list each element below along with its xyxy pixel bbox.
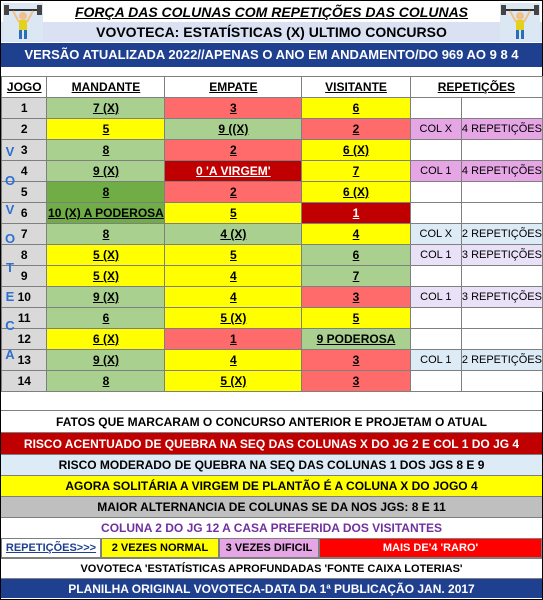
- repeticao-contagem: [461, 329, 542, 350]
- empate-cell: 5 (X): [165, 371, 302, 392]
- empate-cell: 3: [165, 98, 302, 119]
- table-row: [2, 308, 543, 329]
- jogo-number: 10: [2, 287, 47, 308]
- jogo-number: 6: [2, 203, 47, 224]
- column-header-repeticoes: REPETIÇÕES: [410, 77, 542, 98]
- visitante-cell: 7: [302, 266, 411, 287]
- mandante-cell: 6 (X): [47, 329, 165, 350]
- side-label-letter: O: [4, 173, 16, 188]
- repeticao-contagem: [461, 308, 542, 329]
- repeticao-contagem: [461, 371, 542, 392]
- repeticao-coluna: [410, 140, 461, 161]
- repeticao-contagem: 2 REPETIÇÕES: [461, 224, 542, 245]
- repeticao-coluna: [410, 371, 461, 392]
- table-row: [2, 224, 543, 245]
- page-subtitle: VOVOTECA: ESTATÍSTICAS (X) ULTIMO CONCURSO: [1, 22, 542, 42]
- jogo-number: 5: [2, 182, 47, 203]
- jogo-number: 1: [2, 98, 47, 119]
- jogo-number: 14: [2, 371, 47, 392]
- mandante-cell: 6: [47, 308, 165, 329]
- mandante-cell: 9 (X): [47, 287, 165, 308]
- visitante-cell: 2: [302, 119, 411, 140]
- mandante-cell: 10 (X) A PODEROSA: [47, 203, 165, 224]
- footer-source: VOVOTECA 'ESTATÍSTICAS APROFUNDADAS 'FONTE CAIXA LOTERIAS': [1, 558, 542, 578]
- side-label-letter: T: [6, 260, 14, 275]
- footer-publication: PLANILHA ORIGINAL VOVOTECA-DATA DA 1ª PUBLICAÇÃO JAN. 2017: [1, 578, 542, 598]
- repeticao-coluna: [410, 266, 461, 287]
- jogo-number: 7: [2, 224, 47, 245]
- empate-cell: 4: [165, 287, 302, 308]
- repeticao-contagem: [461, 182, 542, 203]
- mandante-cell: 5 (X): [47, 245, 165, 266]
- column-header-empate: EMPATE: [165, 77, 302, 98]
- jogo-number: 9: [2, 266, 47, 287]
- alternance-note: MAIOR ALTERNANCIA DE COLUNAS SE DA NOS JGS: 8 E 11: [1, 496, 542, 517]
- mandante-cell: 5: [47, 119, 165, 140]
- empate-cell: 5 (X): [165, 308, 302, 329]
- side-label-letter: O: [4, 231, 16, 246]
- repeticao-coluna: COL X: [410, 224, 461, 245]
- mandante-cell: 5 (X): [47, 266, 165, 287]
- jogo-number: 2: [2, 119, 47, 140]
- empate-cell: 1: [165, 329, 302, 350]
- column-header-mandante: MANDANTE: [47, 77, 165, 98]
- empate-cell: 4: [165, 350, 302, 371]
- column-header-visitante: VISITANTE: [302, 77, 411, 98]
- weightlifter-logo-left: [3, 3, 43, 41]
- virgin-column-note: AGORA SOLITÁRIA A VIRGEM DE PLANTÃO É A COLUNA X DO JOGO 4: [1, 475, 542, 496]
- side-label-letter: C: [5, 318, 15, 333]
- visitante-cell: 7: [302, 161, 411, 182]
- table-row: [2, 266, 543, 287]
- table-row: [2, 245, 543, 266]
- table-row: [2, 140, 543, 161]
- visitante-cell: 5: [302, 308, 411, 329]
- empate-cell: 9 ((X): [165, 119, 302, 140]
- mandante-cell: 8: [47, 224, 165, 245]
- jogo-number: 13: [2, 350, 47, 371]
- empate-cell: 2: [165, 182, 302, 203]
- side-label-letter: V: [5, 144, 15, 159]
- legend-label: REPETIÇÕES>>>: [1, 538, 101, 558]
- mandante-cell: 8: [47, 371, 165, 392]
- legend-more-times: MAIS DE'4 'RARO': [319, 538, 542, 558]
- side-label-vovoteca: [3, 144, 17, 376]
- repeticao-coluna: COL 1: [410, 245, 461, 266]
- empate-cell: 0 'A VIRGEM': [165, 161, 302, 182]
- legend-three-times: 3 VEZES DIFICIL: [219, 538, 319, 558]
- visitante-cell: 6 (X): [302, 140, 411, 161]
- repeticao-coluna: [410, 182, 461, 203]
- page-title: FORÇA DAS COLUNAS COM REPETIÇÕES DAS COLUNAS: [1, 2, 542, 22]
- table-row: [2, 287, 543, 308]
- repeticao-coluna: COL 1: [410, 161, 461, 182]
- empate-cell: 4: [165, 266, 302, 287]
- table-row: [2, 350, 543, 371]
- table-row: [2, 161, 543, 182]
- mandante-cell: 9 (X): [47, 161, 165, 182]
- weightlifter-logo-right: [500, 3, 540, 41]
- repeticao-coluna: [410, 308, 461, 329]
- repeticao-contagem: [461, 203, 542, 224]
- repeticao-coluna: [410, 98, 461, 119]
- mandante-cell: 9 (X): [47, 350, 165, 371]
- empate-cell: 4 (X): [165, 224, 302, 245]
- visitante-cell: 6: [302, 245, 411, 266]
- table-row: [2, 182, 543, 203]
- repeticao-coluna: [410, 203, 461, 224]
- jogo-number: 12: [2, 329, 47, 350]
- column-header-jogo: JOGO: [2, 77, 47, 98]
- side-label-letter: E: [5, 289, 15, 304]
- empate-cell: 5: [165, 203, 302, 224]
- visitante-cell: 1: [302, 203, 411, 224]
- facts-heading: FATOS QUE MARCARAM O CONCURSO ANTERIOR E PROJETAM O ATUAL: [1, 410, 542, 432]
- repeticao-coluna: [410, 329, 461, 350]
- side-label-letter: V: [5, 202, 15, 217]
- repeticao-contagem: 4 REPETIÇÕES: [461, 161, 542, 182]
- version-banner: VERSÃO ATUALIZADA 2022//APENAS O ANO EM ANDAMENTO/DO 969 AO 9 8 4: [1, 43, 542, 67]
- repeticao-coluna: COL 1: [410, 287, 461, 308]
- visitante-cell: 3: [302, 287, 411, 308]
- jogo-number: 11: [2, 308, 47, 329]
- jogo-number: 3: [2, 140, 47, 161]
- legend-two-times: 2 VEZES NORMAL: [101, 538, 219, 558]
- repeticao-coluna: COL 1: [410, 350, 461, 371]
- empate-cell: 5: [165, 245, 302, 266]
- visitante-cell: 3: [302, 350, 411, 371]
- side-label-letter: A: [5, 347, 15, 362]
- risk-high-note: RISCO ACENTUADO DE QUEBRA NA SEQ DAS COLUNAS X DO JG 2 E COL 1 DO JG 4: [1, 432, 542, 454]
- repetition-legend: [1, 538, 542, 558]
- preferred-column-note: COLUNA 2 DO JG 12 A CASA PREFERIDA DOS VISITANTES: [1, 517, 542, 538]
- repeticao-contagem: 3 REPETIÇÕES: [461, 287, 542, 308]
- visitante-cell: 6: [302, 98, 411, 119]
- visitante-cell: 6 (X): [302, 182, 411, 203]
- stats-table: [1, 76, 543, 392]
- jogo-number: 8: [2, 245, 47, 266]
- repeticao-contagem: [461, 266, 542, 287]
- repeticao-contagem: 4 REPETIÇÕES: [461, 119, 542, 140]
- table-row: [2, 119, 543, 140]
- table-row: [2, 329, 543, 350]
- table-row: [2, 371, 543, 392]
- repeticao-coluna: COL X: [410, 119, 461, 140]
- empate-cell: 2: [165, 140, 302, 161]
- visitante-cell: 4: [302, 224, 411, 245]
- visitante-cell: 9 PODEROSA: [302, 329, 411, 350]
- repeticao-contagem: [461, 98, 542, 119]
- mandante-cell: 7 (X): [47, 98, 165, 119]
- risk-moderate-note: RISCO MODERADO DE QUEBRA NA SEQ DAS COLUNAS 1 DOS JGS 8 E 9: [1, 454, 542, 475]
- header-row: [2, 77, 543, 98]
- jogo-number: 4: [2, 161, 47, 182]
- mandante-cell: 8: [47, 140, 165, 161]
- table-row: [2, 203, 543, 224]
- visitante-cell: 3: [302, 371, 411, 392]
- mandante-cell: 8: [47, 182, 165, 203]
- repeticao-contagem: [461, 140, 542, 161]
- repeticao-contagem: 3 REPETIÇÕES: [461, 245, 542, 266]
- repeticao-contagem: 2 REPETIÇÕES: [461, 350, 542, 371]
- table-row: [2, 98, 543, 119]
